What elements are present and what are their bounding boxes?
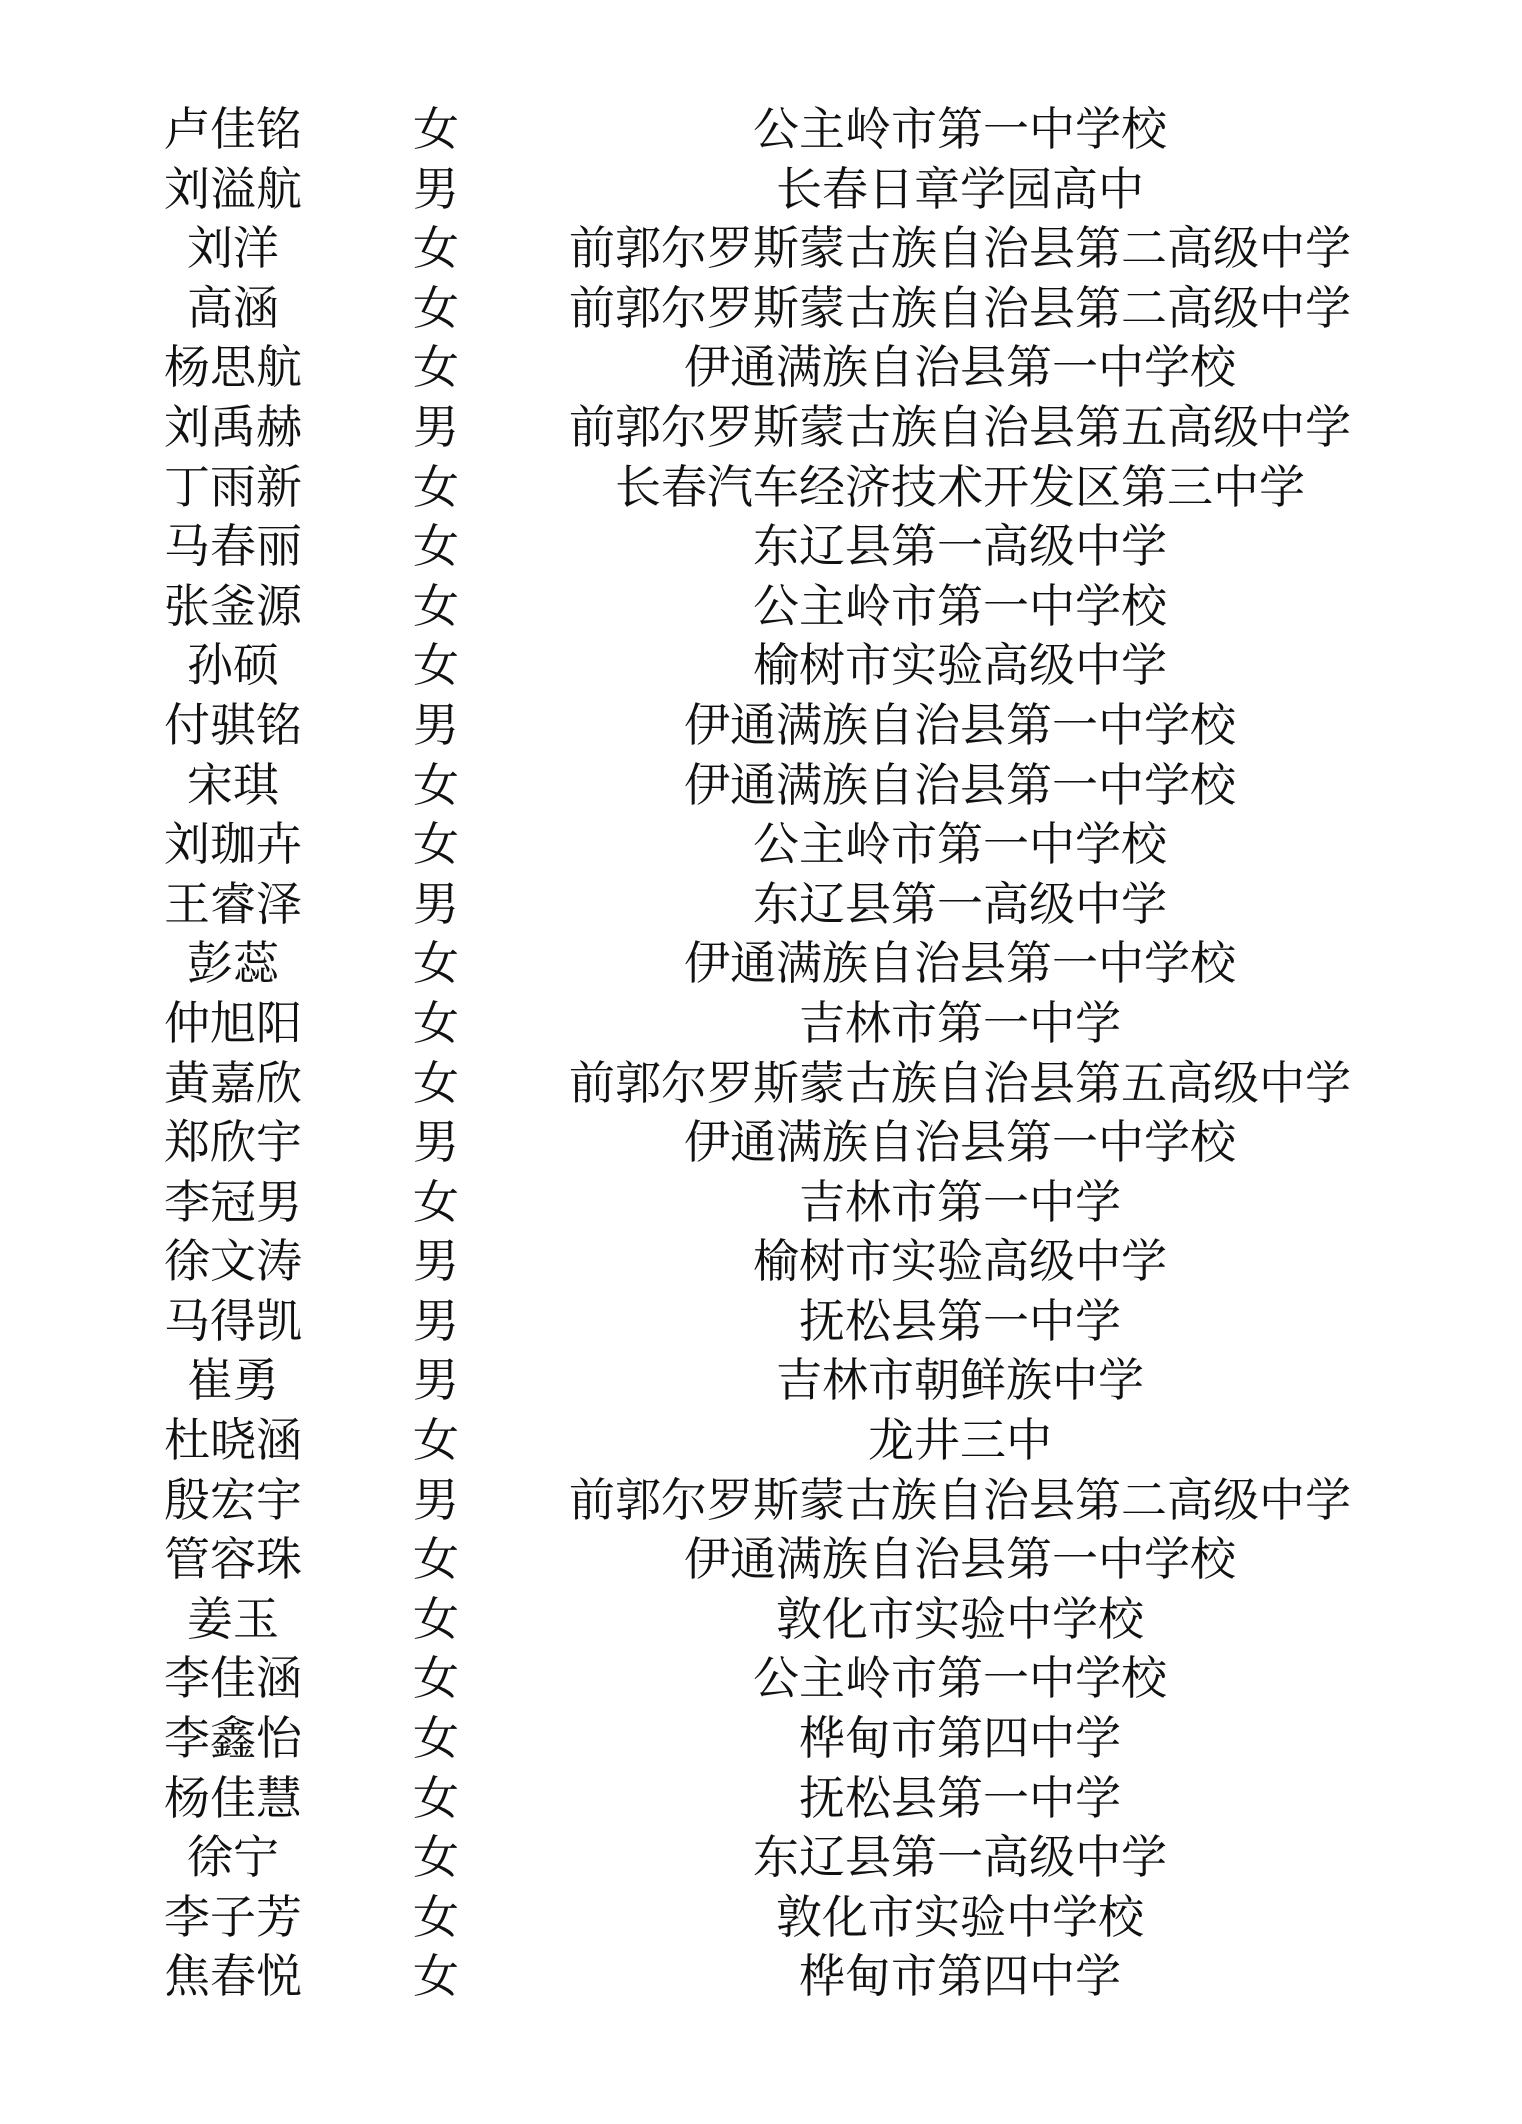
student-name: 马得凯: [164, 1293, 302, 1348]
student-gender: 女: [413, 1770, 459, 1825]
student-gender: 男: [413, 161, 459, 216]
student-name: 马春丽: [164, 519, 302, 574]
student-name: 宋琪: [187, 757, 279, 812]
list-item: [0, 577, 1522, 637]
student-gender: 女: [413, 1532, 459, 1587]
student-school: 桦甸市第四中学: [799, 1949, 1121, 2004]
student-gender: 女: [413, 1830, 459, 1885]
student-name: 孙硕: [187, 638, 279, 693]
student-name: 李鑫怡: [164, 1711, 302, 1766]
student-school: 公主岭市第一中学校: [753, 578, 1167, 633]
student-name: 李冠男: [164, 1174, 302, 1229]
student-school: 伊通满族自治县第一中学校: [684, 1115, 1236, 1170]
list-item: [0, 815, 1522, 875]
student-roster: [0, 100, 1522, 2007]
student-school: 敦化市实验中学校: [776, 1889, 1144, 1944]
list-item: [0, 160, 1522, 220]
student-name: 焦春悦: [164, 1949, 302, 2004]
student-gender: 男: [413, 1293, 459, 1348]
student-name: 黄嘉欣: [164, 1055, 302, 1110]
student-name: 张釜源: [164, 578, 302, 633]
student-school: 伊通满族自治县第一中学校: [684, 340, 1236, 395]
student-gender: 男: [413, 1234, 459, 1289]
list-item: [0, 875, 1522, 935]
list-item: [0, 1173, 1522, 1233]
student-gender: 女: [413, 638, 459, 693]
student-school: 长春汽车经济技术开发区第三中学: [615, 459, 1305, 514]
list-item: [0, 219, 1522, 279]
list-item: [0, 1411, 1522, 1471]
student-name: 刘溢航: [164, 161, 302, 216]
student-name: 杨思航: [164, 340, 302, 395]
student-name: 仲旭阳: [164, 995, 302, 1050]
student-school: 伊通满族自治县第一中学校: [684, 936, 1236, 991]
student-gender: 女: [413, 995, 459, 1050]
student-name: 刘洋: [187, 221, 279, 276]
list-item: [0, 1888, 1522, 1948]
student-gender: 女: [413, 1591, 459, 1646]
student-name: 徐文涛: [164, 1234, 302, 1289]
list-item: [0, 1709, 1522, 1769]
student-school: 伊通满族自治县第一中学校: [684, 757, 1236, 812]
student-gender: 女: [413, 459, 459, 514]
student-school: 敦化市实验中学校: [776, 1591, 1144, 1646]
list-item: [0, 1054, 1522, 1114]
student-gender: 女: [413, 936, 459, 991]
student-gender: 女: [413, 1949, 459, 2004]
list-item: [0, 398, 1522, 458]
student-gender: 男: [413, 697, 459, 752]
student-name: 杨佳慧: [164, 1770, 302, 1825]
student-gender: 男: [413, 876, 459, 931]
list-item: [0, 1649, 1522, 1709]
student-school: 公主岭市第一中学校: [753, 817, 1167, 872]
list-item: [0, 934, 1522, 994]
student-gender: 女: [413, 280, 459, 335]
student-name: 彭蕊: [187, 936, 279, 991]
student-school: 吉林市第一中学: [799, 995, 1121, 1050]
student-school: 榆树市实验高级中学: [753, 638, 1167, 693]
student-gender: 男: [413, 1353, 459, 1408]
student-school: 前郭尔罗斯蒙古族自治县第五高级中学: [569, 1055, 1351, 1110]
student-gender: 女: [413, 221, 459, 276]
list-item: [0, 696, 1522, 756]
student-school: 桦甸市第四中学: [799, 1711, 1121, 1766]
student-school: 伊通满族自治县第一中学校: [684, 1532, 1236, 1587]
student-school: 抚松县第一中学: [799, 1770, 1121, 1825]
list-item: [0, 1351, 1522, 1411]
list-item: [0, 1530, 1522, 1590]
student-school: 东辽县第一高级中学: [753, 876, 1167, 931]
student-name: 卢佳铭: [164, 102, 302, 156]
student-gender: 女: [413, 1889, 459, 1944]
student-school: 榆树市实验高级中学: [753, 1234, 1167, 1289]
student-school: 龙井三中: [868, 1413, 1052, 1468]
student-school: 公主岭市第一中学校: [753, 102, 1167, 156]
student-gender: 男: [413, 399, 459, 454]
student-gender: 女: [413, 340, 459, 395]
student-gender: 女: [413, 1651, 459, 1706]
student-name: 徐宁: [187, 1830, 279, 1885]
student-school: 前郭尔罗斯蒙古族自治县第二高级中学: [569, 221, 1351, 276]
student-gender: 女: [413, 1711, 459, 1766]
list-item: [0, 1828, 1522, 1888]
list-item: [0, 100, 1522, 160]
student-name: 管容珠: [164, 1532, 302, 1587]
list-item: [0, 1769, 1522, 1829]
student-name: 郑欣宇: [164, 1115, 302, 1170]
list-item: [0, 458, 1522, 518]
student-gender: 女: [413, 757, 459, 812]
student-name: 丁雨新: [164, 459, 302, 514]
list-item: [0, 1113, 1522, 1173]
list-item: [0, 517, 1522, 577]
student-school: 前郭尔罗斯蒙古族自治县第二高级中学: [569, 1472, 1351, 1527]
list-item: [0, 279, 1522, 339]
student-school: 长春日章学园高中: [776, 161, 1144, 216]
student-gender: 女: [413, 1174, 459, 1229]
student-gender: 男: [413, 1115, 459, 1170]
student-name: 李佳涵: [164, 1651, 302, 1706]
student-gender: 女: [413, 102, 459, 156]
list-item: [0, 338, 1522, 398]
list-item: [0, 1590, 1522, 1650]
student-name: 付骐铭: [164, 697, 302, 752]
student-name: 杜晓涵: [164, 1413, 302, 1468]
student-school: 吉林市第一中学: [799, 1174, 1121, 1229]
student-name: 刘珈卉: [164, 817, 302, 872]
student-gender: 女: [413, 817, 459, 872]
list-item: [0, 1232, 1522, 1292]
list-item: [0, 1292, 1522, 1352]
student-name: 王睿泽: [164, 876, 302, 931]
student-gender: 男: [413, 1472, 459, 1527]
student-name: 高涵: [187, 280, 279, 335]
student-gender: 女: [413, 1413, 459, 1468]
student-name: 崔勇: [187, 1353, 279, 1408]
student-school: 伊通满族自治县第一中学校: [684, 697, 1236, 752]
list-item: [0, 1947, 1522, 2007]
student-school: 东辽县第一高级中学: [753, 1830, 1167, 1885]
student-name: 刘禹赫: [164, 399, 302, 454]
student-school: 前郭尔罗斯蒙古族自治县第二高级中学: [569, 280, 1351, 335]
list-item: [0, 994, 1522, 1054]
student-gender: 女: [413, 1055, 459, 1110]
student-school: 吉林市朝鲜族中学: [776, 1353, 1144, 1408]
list-item: [0, 636, 1522, 696]
student-school: 东辽县第一高级中学: [753, 519, 1167, 574]
student-gender: 女: [413, 578, 459, 633]
student-school: 前郭尔罗斯蒙古族自治县第五高级中学: [569, 399, 1351, 454]
list-item: [0, 756, 1522, 816]
student-gender: 女: [413, 519, 459, 574]
student-name: 李子芳: [164, 1889, 302, 1944]
list-item: [0, 1471, 1522, 1531]
student-name: 姜玉: [187, 1591, 279, 1646]
student-school: 抚松县第一中学: [799, 1293, 1121, 1348]
student-school: 公主岭市第一中学校: [753, 1651, 1167, 1706]
student-name: 殷宏宇: [164, 1472, 302, 1527]
